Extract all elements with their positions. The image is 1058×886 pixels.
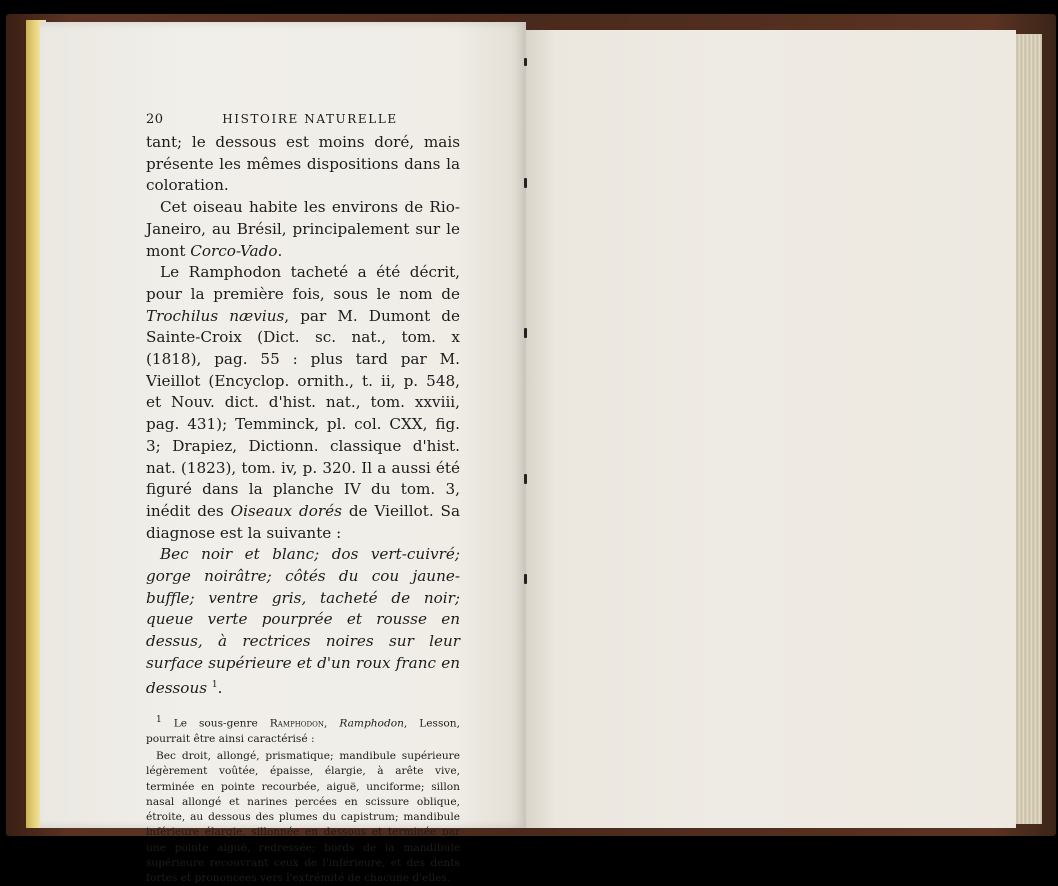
- running-head: HISTOIRE NATURELLE: [222, 112, 398, 126]
- gutter-stitch: [524, 178, 527, 188]
- diagnosis: Bec noir et blanc; dos vert-cuivré; gorge noirâtre; côtés du cou jaune-buffle; ventre gris, tacheté de noir; queue verte pourprée et rousse en dessus, à rectrices noires sur leur surface supérieure et d'un roux franc en dessous $^1$.: [146, 545, 460, 697]
- body-text: [146, 132, 460, 699]
- gutter-stitch: [524, 574, 527, 584]
- page-header: [146, 112, 460, 132]
- paragraph: Le Ramphodon tacheté a été décrit, pour la première fois, sous le nom de Trochilus nævius, par M. Dumont de Sainte-Croix (Dict. sc. nat., tom. x (1818), pag. 55 : plus tard par M. Vieillot (Encyclop. ornith., t. ii, p. 548, et Nouv. dict. d'hist. nat., tom. xxviii, pag. 431); Temminck, pl. col. CXX, fig. 3; Drapiez, Dictionn. classique d'hist. nat. (1823), tom. iv, p. 320. Il a aussi été figuré dans la planche IV du tom. 3, inédit des Oiseaux dorés de Vieillot. Sa diagnose est la suivante :: [146, 263, 461, 542]
- page-number: 20: [146, 112, 164, 127]
- footnotes: [146, 713, 460, 886]
- footnote: $^1$ Le sous-genre Ramphodon, Ramphodon, Lesson, pourrait être ainsi caractérisé :: [146, 715, 460, 746]
- page-block-edge: [1014, 34, 1042, 824]
- left-page-text: [146, 112, 460, 886]
- right-page: [526, 30, 1016, 828]
- paragraph: tant; le dessous est moins doré, mais présente les mêmes dispositions dans la coloration.: [146, 133, 460, 195]
- gutter-stitch: [524, 58, 527, 66]
- gutter-stitch: [524, 474, 527, 484]
- species-name: Trochilus nævius: [146, 306, 285, 325]
- footnote-paragraph: Bec droit, allongé, prismatique; mandibule supérieure légèrement voûtée, épaisse, élargie, à arête vive, terminée en pointe recourbée, aiguë, unciforme; sillon nasal allongé et narines percées en scissure oblique, étroite, au dessous des plumes du capistrum; mandibule inférieure élargie, sillonnée en dessous et terminée par une pointe aiguë, redressée; bords de la mandibule supérieure recouvrant ceux de l'inférieure, et des dents fortes et prononcées vers l'extrémité de chacune d'elles.: [146, 750, 460, 884]
- gutter-stitch: [524, 328, 527, 338]
- footnote-marker: 1: [211, 679, 218, 690]
- work-title: Oiseaux dorés: [230, 501, 342, 520]
- paragraph: Cet oiseau habite les environs de Rio-Janeiro, au Brésil, principalement sur le mont Corco-Vado.: [146, 198, 460, 260]
- place-name: Corco-Vado: [190, 241, 278, 260]
